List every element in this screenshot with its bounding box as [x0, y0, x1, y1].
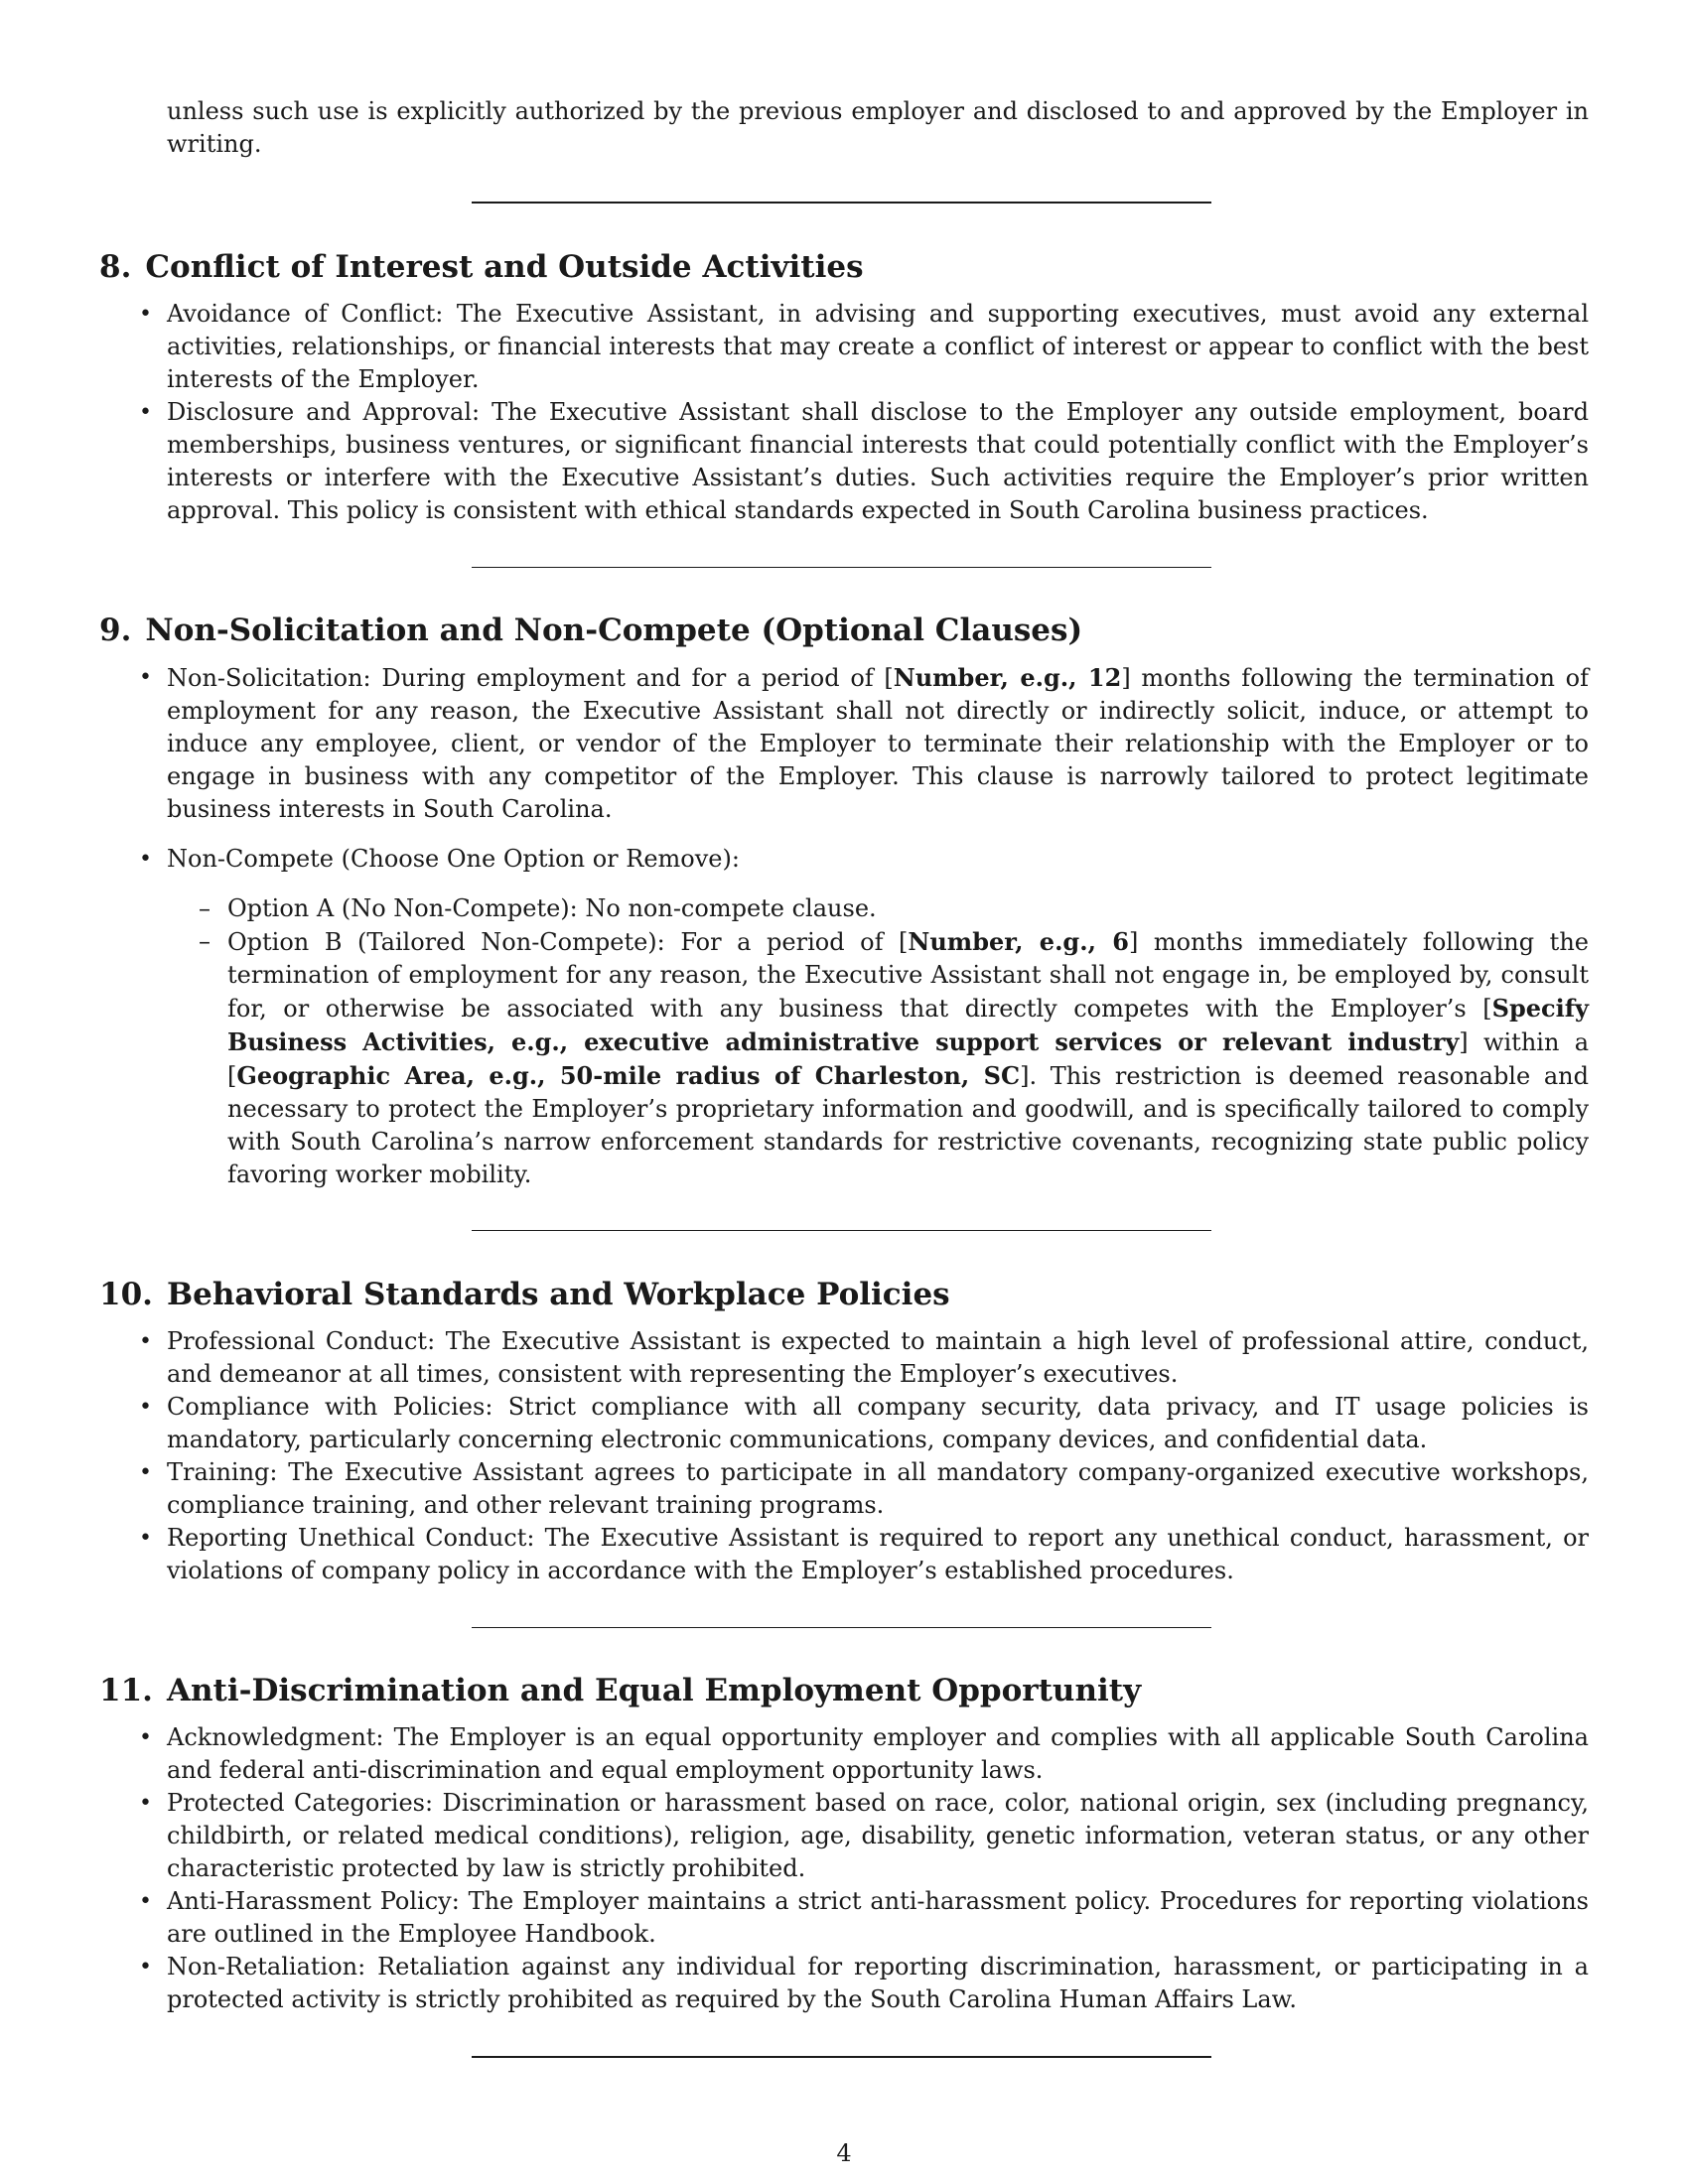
section-11-title: Anti-Discrimination and Equal Employment Opportunity — [166, 1673, 1142, 1708]
section-11-number: 11. — [99, 1673, 153, 1708]
bullet-icon: • — [139, 1725, 152, 1750]
option-a: – Option A (No Non-Compete): No non-compete clause. — [99, 892, 1589, 925]
bullet-icon: • — [139, 302, 152, 327]
section-11-heading — [99, 1671, 1589, 1710]
bullet-icon: • — [139, 1395, 152, 1420]
list-item: • Non-Compete (Choose One Option or Remove): — [99, 843, 1589, 876]
placeholder-geographic-area: Geographic Area, e.g., 50-mile radius of Charleston, SC — [236, 1061, 1021, 1090]
option-b: – Option B (Tailored Non-Compete): For a period of [Number, e.g., 6] months immediately following the termination of employment for any reason, the Executive Assistant shall not engage in, be employed by, consult for, or otherwise be associated with any business that directly competes with the Employer’s [Specify Business Activities, e.g., executive administrative support services or relevant industry] within a [Geographic Area, e.g., 50-mile radius of Charleston, SC]. This restriction is deemed reasonable and necessary to protect the Employer’s proprietary information and goodwill, and is specifically tailored to comply with South Carolina’s narrow enforcement standards for restrictive covenants, recognizing state public policy favoring worker mobility. — [199, 927, 1590, 1188]
list-item: • Professional Conduct: The Executive Assistant is expected to maintain a high level of professional attire, conduct, and demeanor at all times, consistent with representing the Employer’s executives. — [139, 1327, 1589, 1388]
bullet-icon: • — [139, 1329, 152, 1354]
placeholder-business-activities: Specify Business Activities, e.g., executive administrative support services or relevant industry — [227, 994, 1589, 1056]
section-10-title: Behavioral Standards and Workplace Policies — [166, 1277, 950, 1312]
section-8-heading — [99, 247, 1589, 287]
section-9-number: 9. — [99, 613, 132, 648]
section-9-list — [99, 661, 1589, 876]
bullet-icon: • — [139, 1460, 152, 1485]
list-item: • Disclosure and Approval: The Executive Assistant shall disclose to the Employer any outside employment, board memberships, business ventures, or significant financial interests that could potentially conflict with the Employer’s interests or interfere with the Executive Assistant’s duties. Such activities require the Employer’s prior written approval. This policy is consistent with ethical standards expected in South Carolina business practices. — [139, 398, 1589, 524]
list-item: • Avoidance of Conflict: The Executive Assistant, in advising and supporting executives, must avoid any external activities, relationships, or financial interests that may create a conflict of interest or appear to conflict with the best interests of the Employer. — [139, 300, 1589, 393]
list-item: • Non-Retaliation: Retaliation against any individual for reporting discrimination, harassment, or participating in a protected activity is strictly prohibited as required by the South Carolina Human Affairs Law. — [139, 1953, 1589, 2013]
section-11-list — [99, 1721, 1589, 2016]
section-divider — [472, 1230, 1211, 1231]
section-divider — [472, 1627, 1211, 1628]
list-item: • Compliance with Policies: Strict compliance with all company security, data privacy, and IT usage policies is mandatory, particularly concerning electronic communications, company devices, and confidential data. — [139, 1393, 1589, 1453]
section-divider — [472, 2056, 1211, 2058]
section-8-number: 8. — [99, 249, 132, 285]
list-item: • Anti-Harassment Policy: The Employer maintains a strict anti-harassment policy. Procedures for reporting violations are outlined in the Employee Handbook. — [139, 1887, 1589, 1948]
bullet-icon: • — [139, 1791, 152, 1816]
bullet-icon: • — [139, 1955, 152, 1979]
list-item: • Non-Solicitation: During employment and for a period of [Number, e.g., 12] months following the termination of employment for any reason, the Executive Assistant shall not directly or indirectly solicit, induce, or attempt to induce any employee, client, or vendor of the Employer to terminate their relationship with the Employer or to engage in business with any competitor of the Employer. This clause is narrowly tailored to protect legitimate business interests in South Carolina. — [139, 663, 1590, 823]
section-10-number: 10. — [99, 1277, 153, 1312]
bullet-icon: • — [139, 847, 152, 872]
dash-icon: – — [199, 894, 211, 922]
list-item: • Acknowledgment: The Employer is an equal opportunity employer and complies with all applicable South Carolina and federal anti-discrimination and equal employment opportunity laws. — [139, 1723, 1589, 1784]
section-10-heading — [99, 1275, 1589, 1314]
section-9-title: Non-Solicitation and Non-Compete (Optional Clauses) — [145, 613, 1083, 648]
section-8-list — [99, 298, 1589, 527]
placeholder-months: Number, e.g., 6 — [908, 927, 1129, 956]
section-10-list — [99, 1325, 1589, 1587]
list-item: • Protected Categories: Discrimination or harassment based on race, color, national origin, sex (including pregnancy, childbirth, or related medical conditions), religion, age, disability, genetic information, veteran status, or any other characteristic protected by law is strictly prohibited. — [139, 1789, 1589, 1882]
section-8-title: Conflict of Interest and Outside Activities — [145, 249, 864, 285]
list-item: • Training: The Executive Assistant agrees to participate in all mandatory company-organized executive workshops, compliance training, and other relevant training programs. — [139, 1458, 1589, 1519]
document-page — [99, 95, 1589, 2058]
section-9-heading — [99, 611, 1589, 650]
dash-icon: – — [199, 927, 211, 955]
bullet-icon: • — [139, 400, 152, 425]
section-divider — [472, 567, 1211, 568]
section-divider — [472, 202, 1211, 204]
bullet-icon: • — [139, 665, 152, 690]
placeholder-months: Number, e.g., 12 — [893, 663, 1122, 692]
bullet-icon: • — [139, 1889, 152, 1914]
list-item: • Reporting Unethical Conduct: The Executive Assistant is required to report any unethical conduct, harassment, or violations of company policy in accordance with the Employer’s established procedures. — [139, 1524, 1589, 1584]
bullet-icon: • — [139, 1526, 152, 1551]
page-number: 4 — [836, 2139, 852, 2167]
noncompete-options — [99, 892, 1589, 1191]
intro-paragraph: unless such use is explicitly authorized by the previous employer and disclosed to and approved by the Employer in writing. — [167, 97, 1589, 158]
